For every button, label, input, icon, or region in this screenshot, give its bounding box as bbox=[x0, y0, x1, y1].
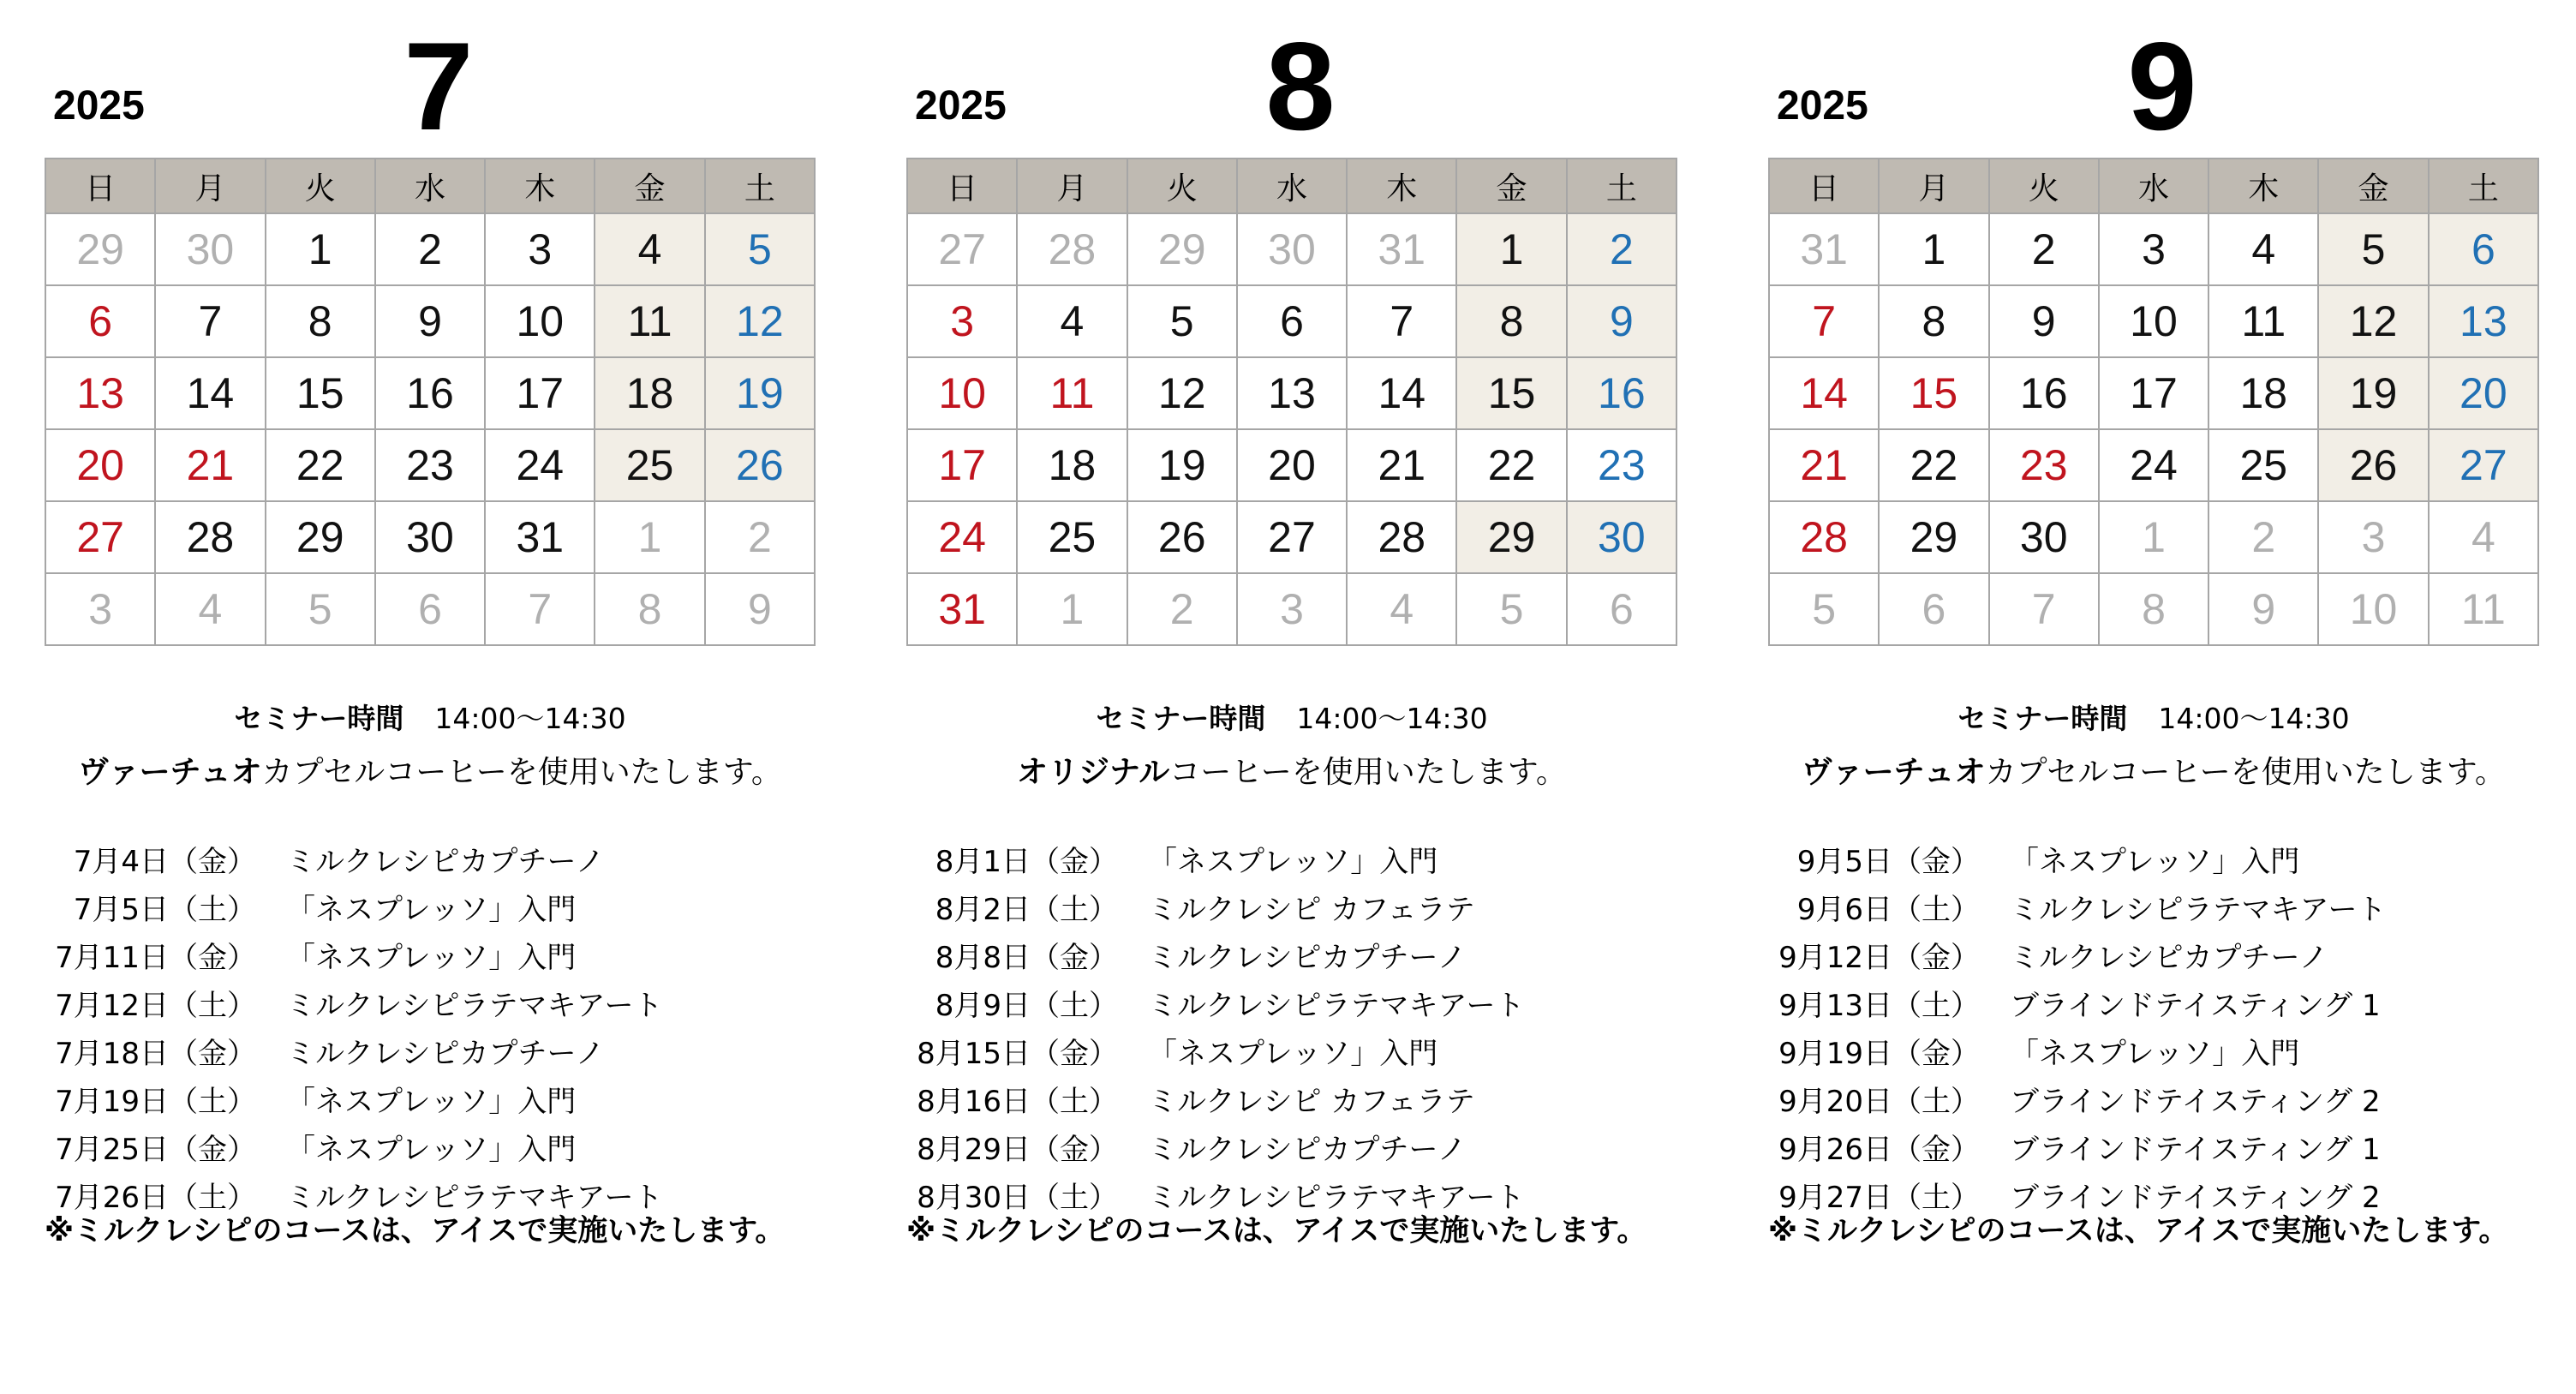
schedule-date: 8月2日（土） bbox=[935, 893, 1118, 927]
weekday-header: 火 bbox=[1989, 159, 2099, 213]
day-cell: 25 bbox=[1017, 501, 1127, 573]
day-cell: 31 bbox=[907, 573, 1017, 645]
coffee-type-text: カプセルコーヒーを使用いたします。 bbox=[261, 755, 782, 790]
day-cell: 18 bbox=[1017, 429, 1127, 501]
schedule-date: 9月19日（金） bbox=[1778, 1037, 1980, 1071]
day-cell: 30 bbox=[1989, 501, 2099, 573]
weekday-header: 月 bbox=[155, 159, 265, 213]
weekday-header-row bbox=[1769, 159, 2538, 213]
day-cell: 7 bbox=[155, 285, 265, 357]
schedule-item bbox=[45, 982, 816, 1030]
seminar-time-value: 14:00〜14:30 bbox=[2158, 702, 2350, 735]
schedule-item bbox=[45, 1078, 816, 1126]
week-row bbox=[907, 213, 1676, 285]
seminar-day-cell: 19 bbox=[705, 357, 815, 429]
day-cell: 8 bbox=[2099, 573, 2208, 645]
coffee-type-line bbox=[1768, 757, 2539, 788]
week-row bbox=[45, 573, 815, 645]
week-row bbox=[1769, 213, 2538, 285]
seminar-day-cell: 20 bbox=[2429, 357, 2538, 429]
schedule-course: ブラインドテイスティング 2 bbox=[2010, 1181, 2381, 1215]
day-cell: 4 bbox=[2208, 213, 2318, 285]
day-cell: 31 bbox=[1769, 213, 1879, 285]
day-cell: 4 bbox=[1017, 285, 1127, 357]
coffee-type-line bbox=[906, 757, 1677, 788]
day-cell: 30 bbox=[1237, 213, 1347, 285]
schedule-item bbox=[906, 934, 1677, 982]
day-cell: 21 bbox=[1347, 429, 1456, 501]
seminar-day-cell: 30 bbox=[1567, 501, 1676, 573]
schedule-date: 8月15日（金） bbox=[917, 1037, 1118, 1071]
weekday-header: 火 bbox=[266, 159, 375, 213]
day-cell: 7 bbox=[485, 573, 595, 645]
day-cell: 12 bbox=[1127, 357, 1237, 429]
day-cell: 22 bbox=[1456, 429, 1566, 501]
day-cell: 6 bbox=[1567, 573, 1676, 645]
day-cell: 7 bbox=[1989, 573, 2099, 645]
schedule-item bbox=[906, 982, 1677, 1030]
day-cell: 27 bbox=[45, 501, 155, 573]
weekday-header: 日 bbox=[1769, 159, 1879, 213]
schedule-item bbox=[1768, 1126, 2539, 1174]
seminar-schedule-list bbox=[906, 838, 1677, 1222]
day-cell: 2 bbox=[1989, 213, 2099, 285]
schedule-course: ミルクレシピカプチーノ bbox=[2010, 941, 2328, 975]
schedule-date: 7月12日（土） bbox=[55, 989, 256, 1023]
schedule-course: ミルクレシピラテマキアート bbox=[1148, 989, 1525, 1023]
day-cell: 11 bbox=[1017, 357, 1127, 429]
seminar-day-cell: 8 bbox=[1456, 285, 1566, 357]
coffee-type-text: カプセルコーヒーを使用いたします。 bbox=[1985, 755, 2506, 790]
seminar-day-cell: 13 bbox=[2429, 285, 2538, 357]
day-cell: 14 bbox=[1769, 357, 1879, 429]
weekday-header: 月 bbox=[1879, 159, 1988, 213]
schedule-course: ブラインドテイスティング 2 bbox=[2010, 1085, 2381, 1119]
day-cell: 14 bbox=[155, 357, 265, 429]
day-cell: 24 bbox=[907, 501, 1017, 573]
schedule-course: 「ネスプレッソ」入門 bbox=[2010, 1037, 2300, 1071]
schedule-item bbox=[1768, 886, 2539, 934]
schedule-date: 8月9日（土） bbox=[935, 989, 1118, 1023]
schedule-item bbox=[1768, 934, 2539, 982]
weekday-header: 土 bbox=[2429, 159, 2538, 213]
schedule-course: ミルクレシピ カフェラテ bbox=[1148, 1085, 1475, 1119]
day-cell: 15 bbox=[1879, 357, 1988, 429]
seminar-time-value: 14:00〜14:30 bbox=[1296, 702, 1488, 735]
day-cell: 14 bbox=[1347, 357, 1456, 429]
seminar-day-cell: 11 bbox=[595, 285, 704, 357]
schedule-course: ミルクレシピラテマキアート bbox=[1148, 1181, 1525, 1215]
day-cell: 13 bbox=[1237, 357, 1347, 429]
day-cell: 23 bbox=[375, 429, 485, 501]
day-cell: 17 bbox=[2099, 357, 2208, 429]
day-cell: 6 bbox=[45, 285, 155, 357]
month-panel-8 bbox=[906, 0, 1677, 1394]
day-cell: 9 bbox=[1989, 285, 2099, 357]
schedule-course: 「ネスプレッソ」入門 bbox=[286, 1133, 577, 1167]
seminar-day-cell: 5 bbox=[705, 213, 815, 285]
week-row bbox=[907, 501, 1676, 573]
schedule-course: ミルクレシピカプチーノ bbox=[1148, 1133, 1467, 1167]
week-row bbox=[45, 213, 815, 285]
schedule-item bbox=[1768, 1078, 2539, 1126]
schedule-date: 7月26日（土） bbox=[55, 1181, 256, 1215]
seminar-time-line bbox=[906, 704, 1677, 733]
day-cell: 15 bbox=[266, 357, 375, 429]
day-cell: 31 bbox=[1347, 213, 1456, 285]
schedule-course: 「ネスプレッソ」入門 bbox=[286, 893, 577, 927]
seminar-time-line bbox=[45, 704, 816, 733]
day-cell: 3 bbox=[2318, 501, 2428, 573]
month-panel-7 bbox=[45, 0, 816, 1394]
schedule-course: ブラインドテイスティング 1 bbox=[2010, 989, 2381, 1023]
month-calendar-grid bbox=[906, 158, 1677, 646]
day-cell: 6 bbox=[375, 573, 485, 645]
schedule-date: 9月13日（土） bbox=[1778, 989, 1980, 1023]
schedule-date: 7月25日（金） bbox=[55, 1133, 256, 1167]
seminar-day-cell: 16 bbox=[1567, 357, 1676, 429]
day-cell: 4 bbox=[1347, 573, 1456, 645]
month-number: 7 bbox=[403, 16, 474, 156]
day-cell: 24 bbox=[2099, 429, 2208, 501]
day-cell: 5 bbox=[266, 573, 375, 645]
day-cell: 20 bbox=[45, 429, 155, 501]
seminar-schedule-list bbox=[45, 838, 816, 1222]
week-row bbox=[907, 285, 1676, 357]
day-cell: 26 bbox=[1127, 501, 1237, 573]
schedule-date: 7月4日（金） bbox=[73, 845, 256, 879]
coffee-type-name: ヴァーチュオ bbox=[1802, 755, 1986, 790]
day-cell: 1 bbox=[2099, 501, 2208, 573]
day-cell: 2 bbox=[375, 213, 485, 285]
schedule-date: 7月19日（土） bbox=[55, 1085, 256, 1119]
coffee-type-line bbox=[45, 757, 816, 788]
seminar-day-cell: 1 bbox=[1456, 213, 1566, 285]
schedule-date: 9月27日（土） bbox=[1778, 1181, 1980, 1215]
day-cell: 20 bbox=[1237, 429, 1347, 501]
day-cell: 28 bbox=[1347, 501, 1456, 573]
seminar-day-cell: 26 bbox=[2318, 429, 2428, 501]
day-cell: 19 bbox=[1127, 429, 1237, 501]
day-cell: 2 bbox=[705, 501, 815, 573]
weekday-header: 水 bbox=[2099, 159, 2208, 213]
coffee-type-name: オリジナル bbox=[1017, 755, 1170, 790]
day-cell: 8 bbox=[1879, 285, 1988, 357]
coffee-type-text: コーヒーを使用いたします。 bbox=[1169, 755, 1567, 790]
day-cell: 29 bbox=[45, 213, 155, 285]
day-cell: 3 bbox=[1237, 573, 1347, 645]
week-row bbox=[45, 501, 815, 573]
month-calendar-grid bbox=[1768, 158, 2539, 646]
seminar-day-cell: 2 bbox=[1567, 213, 1676, 285]
day-cell: 22 bbox=[1879, 429, 1988, 501]
day-cell: 6 bbox=[1879, 573, 1988, 645]
schedule-date: 8月29日（金） bbox=[917, 1133, 1118, 1167]
year-label: 2025 bbox=[1777, 83, 1868, 129]
schedule-date: 7月11日（金） bbox=[55, 941, 256, 975]
schedule-date: 8月30日（土） bbox=[917, 1181, 1118, 1215]
weekday-header: 月 bbox=[1017, 159, 1127, 213]
day-cell: 31 bbox=[485, 501, 595, 573]
weekday-header: 土 bbox=[705, 159, 815, 213]
schedule-date: 7月18日（金） bbox=[55, 1037, 256, 1071]
day-cell: 4 bbox=[155, 573, 265, 645]
seminar-day-cell: 25 bbox=[595, 429, 704, 501]
weekday-header: 日 bbox=[907, 159, 1017, 213]
iced-course-note: ※ミルクレシピのコースは、アイスで実施いたします。 bbox=[45, 1214, 786, 1248]
day-cell: 21 bbox=[155, 429, 265, 501]
seminar-day-cell: 4 bbox=[595, 213, 704, 285]
seminar-day-cell: 29 bbox=[1456, 501, 1566, 573]
weekday-header: 金 bbox=[1456, 159, 1566, 213]
day-cell: 8 bbox=[595, 573, 704, 645]
seminar-day-cell: 15 bbox=[1456, 357, 1566, 429]
schedule-course: 「ネスプレッソ」入門 bbox=[286, 1085, 577, 1119]
week-row bbox=[1769, 429, 2538, 501]
day-cell: 27 bbox=[1237, 501, 1347, 573]
week-row bbox=[907, 429, 1676, 501]
weekday-header: 水 bbox=[375, 159, 485, 213]
schedule-date: 9月5日（金） bbox=[1796, 845, 1980, 879]
day-cell: 17 bbox=[485, 357, 595, 429]
coffee-type-name: ヴァーチュオ bbox=[78, 755, 262, 790]
day-cell: 1 bbox=[595, 501, 704, 573]
day-cell: 23 bbox=[1989, 429, 2099, 501]
schedule-course: ミルクレシピ カフェラテ bbox=[1148, 893, 1475, 927]
day-cell: 3 bbox=[485, 213, 595, 285]
weekday-header: 日 bbox=[45, 159, 155, 213]
seminar-day-cell: 26 bbox=[705, 429, 815, 501]
schedule-item bbox=[906, 838, 1677, 886]
day-cell: 2 bbox=[2208, 501, 2318, 573]
day-cell: 3 bbox=[907, 285, 1017, 357]
day-cell: 5 bbox=[1769, 573, 1879, 645]
weekday-header: 水 bbox=[1237, 159, 1347, 213]
day-cell: 4 bbox=[2429, 501, 2538, 573]
weekday-header: 土 bbox=[1567, 159, 1676, 213]
month-calendar-grid bbox=[45, 158, 816, 646]
schedule-item bbox=[906, 1078, 1677, 1126]
seminar-time-value: 14:00〜14:30 bbox=[434, 702, 626, 735]
week-row bbox=[1769, 357, 2538, 429]
day-cell: 7 bbox=[1769, 285, 1879, 357]
schedule-date: 9月6日（土） bbox=[1796, 893, 1980, 927]
schedule-item bbox=[906, 1126, 1677, 1174]
day-cell: 2 bbox=[1127, 573, 1237, 645]
seminar-time-label: セミナー時間 bbox=[1957, 702, 2128, 735]
schedule-item bbox=[906, 886, 1677, 934]
seminar-time-line bbox=[1768, 704, 2539, 733]
day-cell: 11 bbox=[2429, 573, 2538, 645]
schedule-course: ミルクレシピカプチーノ bbox=[286, 1037, 605, 1071]
schedule-item bbox=[1768, 982, 2539, 1030]
schedule-date: 8月8日（金） bbox=[935, 941, 1118, 975]
day-cell: 9 bbox=[375, 285, 485, 357]
schedule-date: 9月12日（金） bbox=[1778, 941, 1980, 975]
seminar-time-label: セミナー時間 bbox=[234, 702, 404, 735]
weekday-header-row bbox=[907, 159, 1676, 213]
schedule-date: 9月20日（土） bbox=[1778, 1085, 1980, 1119]
week-row bbox=[45, 357, 815, 429]
schedule-item bbox=[45, 838, 816, 886]
schedule-item bbox=[1768, 1030, 2539, 1078]
day-cell: 1 bbox=[266, 213, 375, 285]
year-label: 2025 bbox=[915, 83, 1007, 129]
day-cell: 5 bbox=[1456, 573, 1566, 645]
month-panel-9 bbox=[1768, 0, 2539, 1394]
day-cell: 8 bbox=[266, 285, 375, 357]
day-cell: 23 bbox=[1567, 429, 1676, 501]
iced-course-note: ※ミルクレシピのコースは、アイスで実施いたします。 bbox=[1768, 1214, 2509, 1248]
day-cell: 17 bbox=[907, 429, 1017, 501]
week-row bbox=[907, 357, 1676, 429]
seminar-day-cell: 9 bbox=[1567, 285, 1676, 357]
day-cell: 30 bbox=[155, 213, 265, 285]
day-cell: 10 bbox=[907, 357, 1017, 429]
schedule-course: ミルクレシピラテマキアート bbox=[2010, 893, 2387, 927]
day-cell: 29 bbox=[1127, 213, 1237, 285]
month-number: 8 bbox=[1265, 16, 1336, 156]
schedule-course: 「ネスプレッソ」入門 bbox=[286, 941, 577, 975]
schedule-course: 「ネスプレッソ」入門 bbox=[2010, 845, 2300, 879]
seminar-day-cell: 12 bbox=[2318, 285, 2428, 357]
schedule-course: ミルクレシピラテマキアート bbox=[286, 989, 663, 1023]
day-cell: 5 bbox=[1127, 285, 1237, 357]
day-cell: 16 bbox=[375, 357, 485, 429]
schedule-date: 8月1日（金） bbox=[935, 845, 1118, 879]
schedule-course: 「ネスプレッソ」入門 bbox=[1148, 1037, 1438, 1071]
schedule-date: 9月26日（金） bbox=[1778, 1133, 1980, 1167]
year-label: 2025 bbox=[53, 83, 145, 129]
schedule-course: 「ネスプレッソ」入門 bbox=[1148, 845, 1438, 879]
week-row bbox=[1769, 573, 2538, 645]
week-row bbox=[45, 429, 815, 501]
weekday-header-row bbox=[45, 159, 815, 213]
seminar-day-cell: 12 bbox=[705, 285, 815, 357]
seminar-time-label: セミナー時間 bbox=[1096, 702, 1266, 735]
week-row bbox=[907, 573, 1676, 645]
seminar-day-cell: 18 bbox=[595, 357, 704, 429]
iced-course-note: ※ミルクレシピのコースは、アイスで実施いたします。 bbox=[906, 1214, 1647, 1248]
schedule-item bbox=[45, 1030, 816, 1078]
day-cell: 3 bbox=[2099, 213, 2208, 285]
weekday-header: 火 bbox=[1127, 159, 1237, 213]
day-cell: 24 bbox=[485, 429, 595, 501]
weekday-header: 木 bbox=[485, 159, 595, 213]
day-cell: 3 bbox=[45, 573, 155, 645]
day-cell: 28 bbox=[1769, 501, 1879, 573]
schedule-course: ブラインドテイスティング 1 bbox=[2010, 1133, 2381, 1167]
schedule-item bbox=[906, 1030, 1677, 1078]
schedule-course: ミルクレシピカプチーノ bbox=[286, 845, 605, 879]
day-cell: 29 bbox=[1879, 501, 1988, 573]
day-cell: 27 bbox=[907, 213, 1017, 285]
day-cell: 25 bbox=[2208, 429, 2318, 501]
day-cell: 1 bbox=[1879, 213, 1988, 285]
day-cell: 28 bbox=[1017, 213, 1127, 285]
day-cell: 11 bbox=[2208, 285, 2318, 357]
day-cell: 22 bbox=[266, 429, 375, 501]
day-cell: 1 bbox=[1017, 573, 1127, 645]
seminar-schedule-list bbox=[1768, 838, 2539, 1222]
schedule-item bbox=[45, 1126, 816, 1174]
day-cell: 30 bbox=[375, 501, 485, 573]
weekday-header: 木 bbox=[2208, 159, 2318, 213]
day-cell: 10 bbox=[2099, 285, 2208, 357]
weekday-header: 金 bbox=[595, 159, 704, 213]
schedule-item bbox=[1768, 838, 2539, 886]
schedule-course: ミルクレシピカプチーノ bbox=[1148, 941, 1467, 975]
day-cell: 18 bbox=[2208, 357, 2318, 429]
day-cell: 13 bbox=[45, 357, 155, 429]
schedule-item bbox=[45, 934, 816, 982]
schedule-course: ミルクレシピラテマキアート bbox=[286, 1181, 663, 1215]
day-cell: 9 bbox=[2208, 573, 2318, 645]
week-row bbox=[1769, 501, 2538, 573]
day-cell: 10 bbox=[2318, 573, 2428, 645]
weekday-header: 木 bbox=[1347, 159, 1456, 213]
month-number: 9 bbox=[2127, 16, 2197, 156]
weekday-header: 金 bbox=[2318, 159, 2428, 213]
day-cell: 6 bbox=[1237, 285, 1347, 357]
week-row bbox=[1769, 285, 2538, 357]
schedule-date: 7月5日（土） bbox=[73, 893, 256, 927]
day-cell: 28 bbox=[155, 501, 265, 573]
day-cell: 9 bbox=[705, 573, 815, 645]
day-cell: 21 bbox=[1769, 429, 1879, 501]
schedule-date: 8月16日（土） bbox=[917, 1085, 1118, 1119]
seminar-day-cell: 19 bbox=[2318, 357, 2428, 429]
day-cell: 7 bbox=[1347, 285, 1456, 357]
seminar-day-cell: 6 bbox=[2429, 213, 2538, 285]
week-row bbox=[45, 285, 815, 357]
day-cell: 16 bbox=[1989, 357, 2099, 429]
seminar-day-cell: 27 bbox=[2429, 429, 2538, 501]
schedule-item bbox=[45, 886, 816, 934]
seminar-day-cell: 5 bbox=[2318, 213, 2428, 285]
day-cell: 29 bbox=[266, 501, 375, 573]
day-cell: 10 bbox=[485, 285, 595, 357]
